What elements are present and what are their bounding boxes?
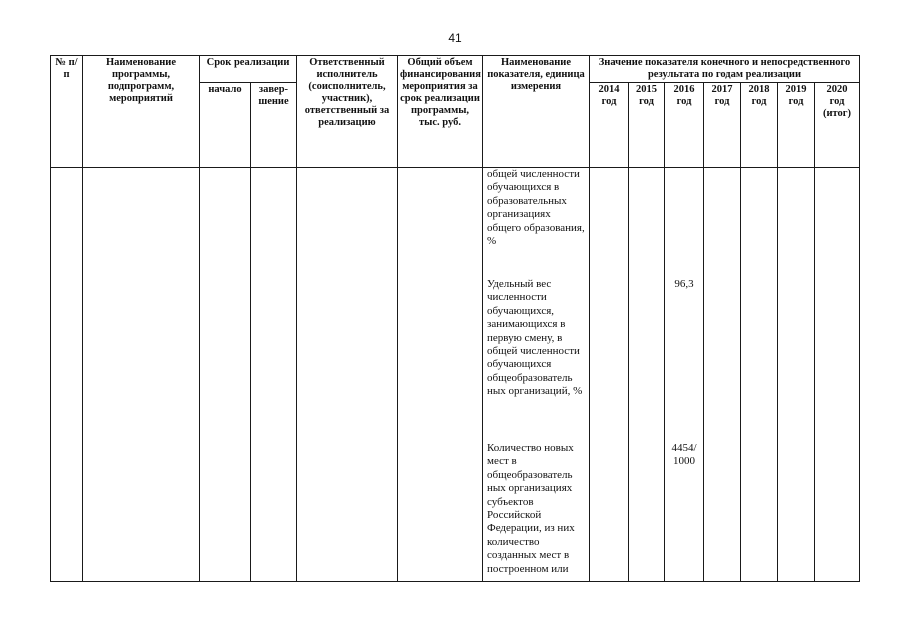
header-name: Наименование программы, подпрограмм, мероприятий xyxy=(83,56,200,168)
header-indicator: Наименование показателя, единица измерения xyxy=(483,56,590,168)
cell-num xyxy=(51,168,83,582)
header-year-2014 xyxy=(590,83,629,168)
cell-responsible xyxy=(297,168,398,582)
header-year-2017 xyxy=(704,83,741,168)
cell-name xyxy=(83,168,200,582)
year-label: 2016 xyxy=(673,84,695,95)
indicator-value: 96,3 xyxy=(674,278,694,290)
year-label: 2017 xyxy=(711,84,733,95)
header-year-2020 xyxy=(815,83,860,168)
cell-indicators xyxy=(483,168,590,582)
cell-end xyxy=(251,168,297,582)
indicator-text: Удельный вес численности обучающихся, занимающихся в первую смену, в общей численности обучающихся общеобразователь ных организаций, % xyxy=(487,278,583,398)
cell-start xyxy=(200,168,251,582)
cell-value-2015 xyxy=(629,168,665,582)
year-label: 2020 xyxy=(826,84,848,95)
indicator-text: Количество новых мест в общеобразователь ных организациях субъектов Российской Федерации, из них количество созданных мест в построенном или xyxy=(487,442,575,575)
year-label: 2019 xyxy=(785,84,807,95)
indicator-text: общей численности обучающихся в образовательных организациях общего образования, % xyxy=(487,168,585,248)
cell-value-2016 xyxy=(665,168,704,582)
year-sub: год xyxy=(676,96,692,107)
year-sub: год xyxy=(714,96,730,107)
program-table xyxy=(50,55,860,582)
cell-value-2017 xyxy=(704,168,741,582)
year-label: 2015 xyxy=(636,84,657,95)
page-number: 41 xyxy=(448,31,462,45)
year-sub: год xyxy=(751,96,767,107)
header-values-group: Значение показателя конечного и непосредственного результата по годам реализации xyxy=(590,56,860,83)
header-num: № п/п xyxy=(51,56,83,168)
header-responsible: Ответственный исполнитель (соисполнитель, участник), ответственный за реализацию xyxy=(297,56,398,168)
cell-value-2014 xyxy=(590,168,629,582)
header-year-2018 xyxy=(741,83,778,168)
header-year-2015 xyxy=(629,83,665,168)
header-financing: Общий объем финансирования мероприятия за срок реализации программы, тыс. руб. xyxy=(398,56,483,168)
cell-value-2018 xyxy=(741,168,778,582)
header-year-2016 xyxy=(665,83,704,168)
year-sub: год xyxy=(639,96,654,107)
header-start: начало xyxy=(200,83,251,168)
cell-value-2020 xyxy=(815,168,860,582)
cell-value-2019 xyxy=(778,168,815,582)
header-end: завер-шение xyxy=(251,83,297,168)
year-label: 2018 xyxy=(748,84,770,95)
indicator-value: 4454/ 1000 xyxy=(671,442,697,468)
table-row xyxy=(51,168,860,582)
year-sub: год xyxy=(601,96,617,107)
indicator-value xyxy=(667,168,701,264)
year-label: 2014 xyxy=(598,84,620,95)
year-sub: год xyxy=(788,96,804,107)
header-year-2019 xyxy=(778,83,815,168)
year-sub: год (итог) xyxy=(822,96,852,119)
cell-financing xyxy=(398,168,483,582)
header-term: Срок реализации xyxy=(200,56,297,83)
